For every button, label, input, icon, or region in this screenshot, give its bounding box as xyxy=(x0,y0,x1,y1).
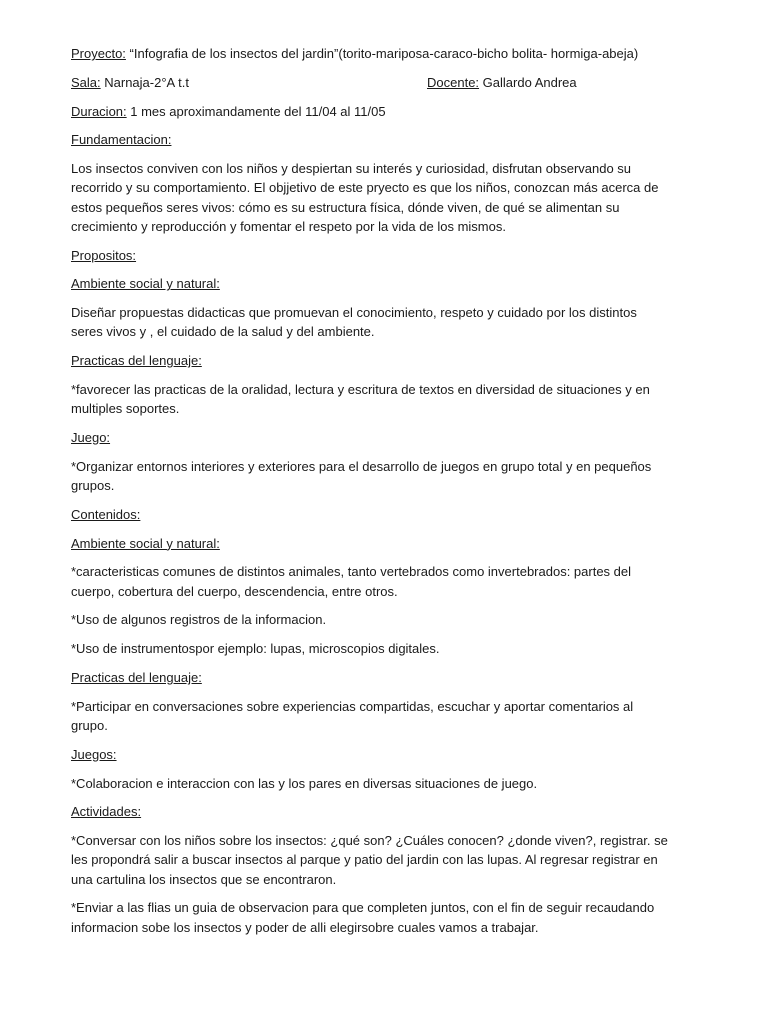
contenidos-lenguaje-text: *Participar en conversaciones sobre experiencias compartidas, escuchar y aportar comentarios al grupo. xyxy=(71,698,634,733)
fundamentacion-heading: Fundamentacion: xyxy=(71,132,172,148)
docente-line xyxy=(427,73,671,92)
duracion-value: 1 mes aproximandamente del 11/04 al 11/05 xyxy=(126,103,386,119)
propositos-ambiente-heading: Ambiente social y natural: xyxy=(71,276,220,292)
duracion-label: Duracion: xyxy=(71,103,127,119)
propositos-juego-text: *Organizar entornos interiores y exteriores para el desarrollo de juegos en grupo total y en pequeños grupos. xyxy=(71,458,652,493)
contenidos-juegos-heading: Juegos: xyxy=(71,746,117,762)
actividades-item: *Conversar con los niños sobre los insectos: ¿qué son? ¿Cuáles conocen? ¿donde viven?, registrar. se les propondrá salir a buscar insectos al parque y patio del jardin con las lupas. Al regresar registrar en una cartulina los insectos que se encontraron. xyxy=(71,833,668,887)
contenidos-ambiente-item: *caracteristicas comunes de distintos animales, tanto vertebrados como invertebrados: partes del cuerpo, cobertura del cuerpo, descendencia, entre otros. xyxy=(71,564,632,599)
contenidos-heading: Contenidos: xyxy=(71,506,141,522)
document-page xyxy=(71,44,671,946)
contenidos-ambiente-item: *Uso de instrumentospor ejemplo: lupas, microscopios digitales. xyxy=(71,641,440,657)
sala-docente-row xyxy=(71,73,671,92)
propositos-juego-heading: Juego: xyxy=(71,429,111,445)
contenidos-ambiente-item: *Uso de algunos registros de la informacion. xyxy=(71,612,327,628)
actividades-item: *Enviar a las flias un guia de observacion para que completen juntos, con el fin de seguir recaudando informacion sobe los insectos y poder de alli elegirsobre cuales vamos a trabajar. xyxy=(71,900,655,935)
docente-label: Docente: xyxy=(427,74,480,90)
proyecto-label: Proyecto: xyxy=(71,46,126,61)
sala-label: Sala: xyxy=(71,74,101,90)
proyecto-value: “Infografia de los insectos del jardin”(torito-mariposa-caraco-bicho bolita- hormiga-abeja) xyxy=(125,46,639,61)
propositos-lenguaje-heading: Practicas del lenguaje: xyxy=(71,353,202,369)
contenidos-ambiente-heading: Ambiente social y natural: xyxy=(71,535,220,551)
contenidos-juegos-text: *Colaboracion e interaccion con las y los pares en diversas situaciones de juego. xyxy=(71,775,538,791)
proyecto-line xyxy=(71,44,671,63)
docente-value: Gallardo Andrea xyxy=(479,74,577,90)
propositos-lenguaje-text: *favorecer las practicas de la oralidad, lectura y escritura de textos en diversidad de situaciones y en multiples soportes. xyxy=(71,381,650,417)
duracion-line xyxy=(71,102,671,121)
contenidos-lenguaje-heading: Practicas del lenguaje: xyxy=(71,669,202,685)
propositos-heading: Propositos: xyxy=(71,247,137,263)
propositos-ambiente-text: Diseñar propuestas didacticas que promuevan el conocimiento, respeto y cuidado por los distintos seres vivos y , el cuidado de la salud y del ambiente. xyxy=(71,305,637,340)
fundamentacion-text: Los insectos conviven con los niños y despiertan su interés y curiosidad, disfrutan observando su recorrido y su comportamiento. El objjetivo de este pryecto es que los niños, conozcan más acerca de estos pequeños seres vivos: cómo es su estructura física, dónde viven, de qué se alimentan su crecimiento y reproducción y fomentar el respeto por la vida de los mismos. xyxy=(71,161,659,234)
sala-value: Narnaja-2°A t.t xyxy=(100,74,189,90)
sala-line xyxy=(71,73,427,92)
actividades-heading: Actividades: xyxy=(71,804,142,820)
